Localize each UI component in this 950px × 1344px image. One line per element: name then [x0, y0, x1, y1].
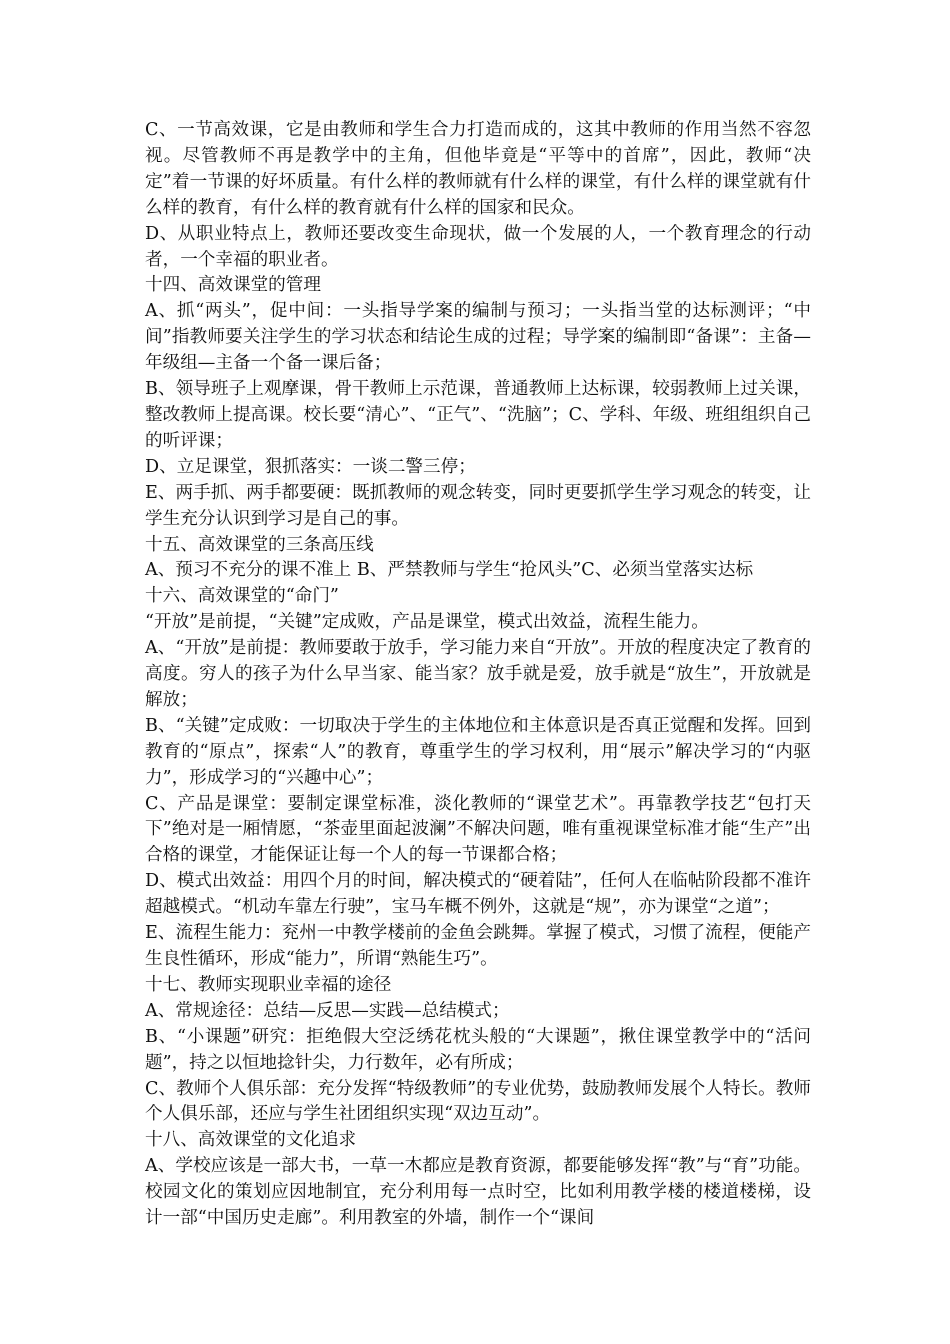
paragraph-c-efficient-class: C、一节高效课，它是由教师和学生合力打造而成的，这其中教师的作用当然不容忽视。尽管教师不再是教学中的主角，但他毕竟是“平等中的首席”，因此，教师“决定”着一节课的好坏质量。有什么样的教师就有什么样的课堂，有什么样的课堂就有什么样的教育，有什么样的教育就有什么样的国家和民众。 — [145, 120, 811, 218]
paragraph-16-b: B、“关键”定成败：一切取决于学生的主体地位和主体意识是否真正觉醒和发挥。回到教育的“原点”，探索“人”的教育，尊重学生的学习权利，用“展示”解决学习的“内驱力”，形成学习的“兴趣中心”； — [145, 715, 811, 788]
document-body — [145, 118, 811, 1232]
paragraph-15-abc: A、预习不充分的课不准上 B、严禁教师与学生“抢风头”C、必须当堂落实达标 — [145, 560, 754, 581]
paragraph-16-c: C、产品是课堂：要制定课堂标准，淡化教师的“课堂艺术”。再靠教学技艺“包打天下”绝对是一厢情愿，“茶壶里面起波澜”不解决问题，唯有重视课堂标准才能“生产”出合格的课堂，才能保证让每一个人的每一节课都合格； — [145, 793, 811, 866]
paragraph-16-a: A、“开放”是前提：教师要敢于放手，学习能力来自“开放”。开放的程度决定了教育的高度。穷人的孩子为什么早当家、能当家？放手就是爱，放手就是“放生”，开放就是解放； — [145, 638, 811, 710]
paragraph-16-e: E、流程生能力：兖州一中教学楼前的金鱼会跳舞。掌握了模式，习惯了流程，便能产生良性循环，形成“能力”，所谓“熟能生巧”。 — [145, 923, 811, 969]
paragraph-17-a: A、常规途径：总结—反思—实践—总结模式； — [145, 1000, 510, 1021]
paragraph-14-b-c: B、领导班子上观摩课，骨干教师上示范课，普通教师上达标课，较弱教师上过关课，整改教师上提高课。校长要“清心”、“正气”、“洗脑”；C、学科、年级、班组组织自己的听评课； — [145, 379, 811, 451]
paragraph-14-d: D、立足课堂，狠抓落实：一谈二警三停； — [145, 456, 476, 477]
paragraph-16-summary: “开放”是前提，“关键”定成败，产品是课堂，模式出效益，流程生能力。 — [145, 612, 709, 633]
heading-section-18: 十八、高效课堂的文化追求 — [145, 1130, 357, 1151]
paragraph-d-career: D、从职业特点上，教师还要改变生命现状，做一个发展的人，一个教育理念的行动者，一个幸福的职业者。 — [145, 223, 811, 270]
paragraph-17-c: C、教师个人俱乐部：充分发挥“特级教师”的专业优势，鼓励教师发展个人特长。教师个人俱乐部，还应与学生社团组织实现“双边互动”。 — [145, 1078, 811, 1125]
heading-section-14: 十四、高效课堂的管理 — [145, 275, 321, 296]
paragraph-14-a: A、抓“两头”，促中间：一头指导学案的编制与预习；一头指当堂的达标测评；“中间”指教师要关注学生的学习状态和结论生成的过程；导学案的编制即“备课”：主备—年级组—主备一个备一课后备； — [145, 301, 811, 374]
heading-section-17: 十七、教师实现职业幸福的途径 — [145, 974, 392, 995]
paragraph-16-d: D、模式出效益：用四个月的时间，解决模式的“硬着陆”，任何人在临帖阶段都不准许超越模式。“机动车靠左行驶”，宝马车概不例外，这就是“规”，亦为课堂“之道”； — [145, 871, 811, 918]
paragraph-14-e: E、两手抓、两手都要硬：既抓教师的观念转变，同时更要抓学生学习观念的转变，让学生充分认识到学习是自己的事。 — [145, 482, 811, 529]
heading-section-16: 十六、高效课堂的“命门” — [145, 586, 339, 607]
paragraph-17-b: B、“小课题”研究：拒绝假大空泛绣花枕头般的“大课题”，揪住课堂教学中的“活问题”，持之以恒地捻针尖，力行数年，必有所成； — [145, 1026, 811, 1073]
heading-section-15: 十五、高效课堂的三条高压线 — [145, 534, 374, 555]
paragraph-18-a: A、学校应该是一部大书，一草一木都应是教育资源，都要能够发挥“教”与“育”功能。校园文化的策划应因地制宜，充分利用每一点时空，比如利用教学楼的楼道楼梯，设计一部“中国历史走廊”。利用教室的外墙，制作一个“课间 — [145, 1156, 811, 1229]
